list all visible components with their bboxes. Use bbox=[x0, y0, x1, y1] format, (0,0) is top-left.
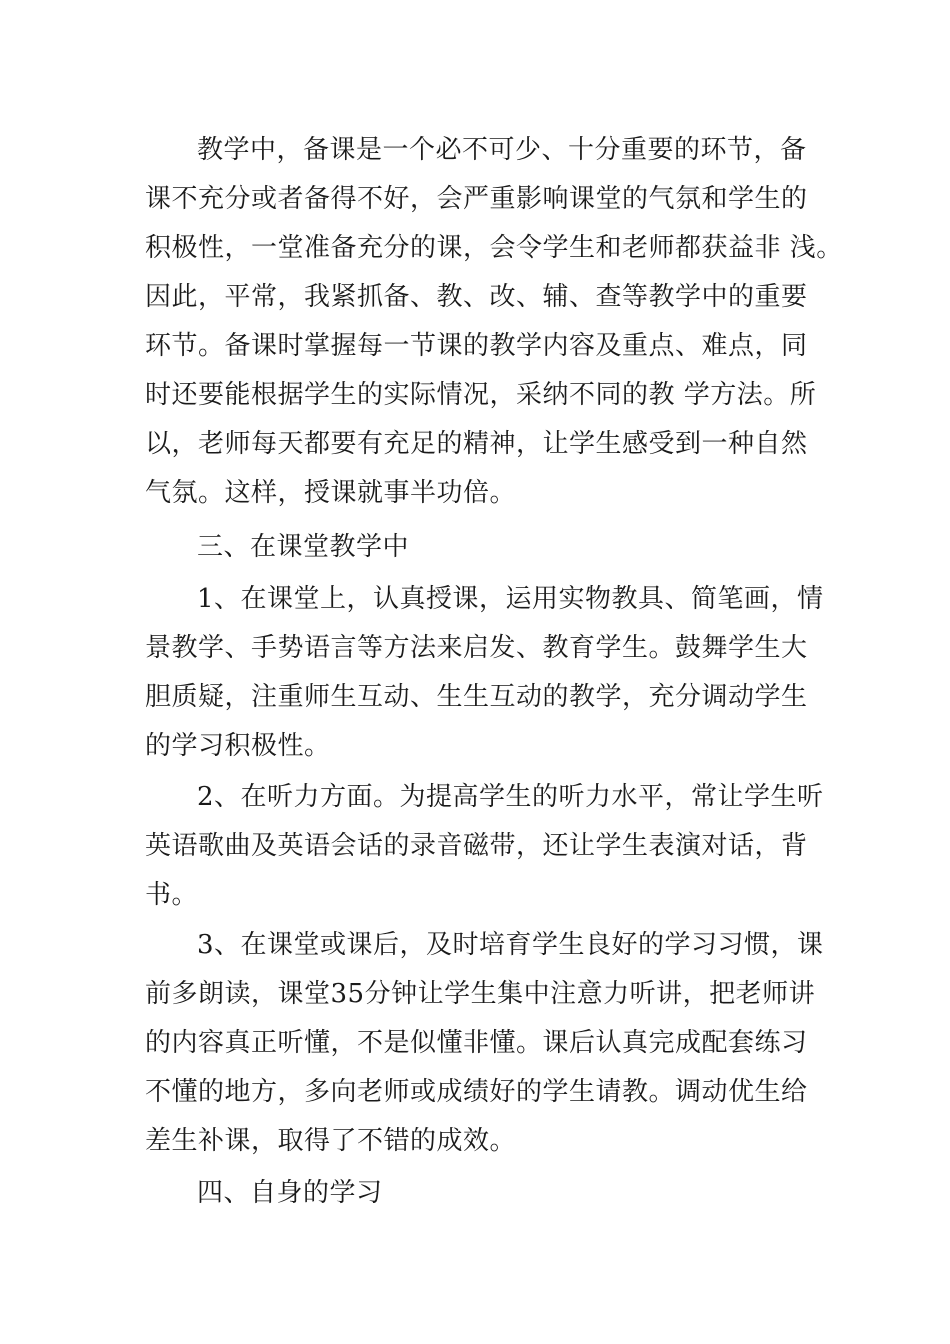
item-3-line: 3、在课堂或课后，及时培育学生良好的学习习惯，课 bbox=[197, 930, 824, 960]
item-1-line: 1、在课堂上，认真授课，运用实物教具、简笔画，情 bbox=[197, 584, 824, 614]
paragraph-line: 环节。备课时掌握每一节课的教学内容及重点、难点，同 bbox=[145, 331, 808, 361]
item-1-line: 胆质疑，注重师生互动、生生互动的教学，充分调动学生 bbox=[145, 682, 808, 712]
item-2-line: 书。 bbox=[145, 880, 199, 910]
paragraph-line: 以，老师每天都要有充足的精神，让学生感受到一种自然 bbox=[145, 429, 808, 459]
item-3-line: 差生补课，取得了不错的成效。 bbox=[145, 1126, 517, 1156]
item-2-line: 英语歌曲及英语会话的录音磁带，还让学生表演对话，背 bbox=[145, 831, 808, 861]
item-1-line: 景教学、手势语言等方法来启发、教育学生。鼓舞学生大 bbox=[145, 633, 808, 663]
section-heading-3: 三、在课堂教学中 bbox=[197, 532, 410, 562]
item-1-line: 的学习积极性。 bbox=[145, 731, 331, 761]
item-3-line: 前多朗读，课堂35分钟让学生集中注意力听讲，把老师讲 bbox=[145, 979, 816, 1009]
paragraph-line: 因此，平常，我紧抓备、教、改、辅、查等教学中的重要 bbox=[145, 282, 808, 312]
paragraph-line: 教学中，备课是一个必不可少、十分重要的环节，备 bbox=[197, 135, 807, 165]
paragraph-line: 积极性，一堂准备充分的课，会令学生和老师都获益非 浅。 bbox=[145, 233, 843, 263]
paragraph-line: 课不充分或者备得不好，会严重影响课堂的气氛和学生的 bbox=[145, 184, 808, 214]
item-2-line: 2、在听力方面。为提高学生的听力水平，常让学生听 bbox=[197, 782, 824, 812]
paragraph-line: 时还要能根据学生的实际情况，采纳不同的教 学方法。所 bbox=[145, 380, 817, 410]
item-3-line: 不懂的地方，多向老师或成绩好的学生请教。调动优生给 bbox=[145, 1077, 808, 1107]
item-3-line: 的内容真正听懂，不是似懂非懂。课后认真完成配套练习 bbox=[145, 1028, 808, 1058]
section-heading-4: 四、自身的学习 bbox=[197, 1178, 383, 1208]
paragraph-line: 气氛。这样，授课就事半功倍。 bbox=[145, 478, 517, 508]
